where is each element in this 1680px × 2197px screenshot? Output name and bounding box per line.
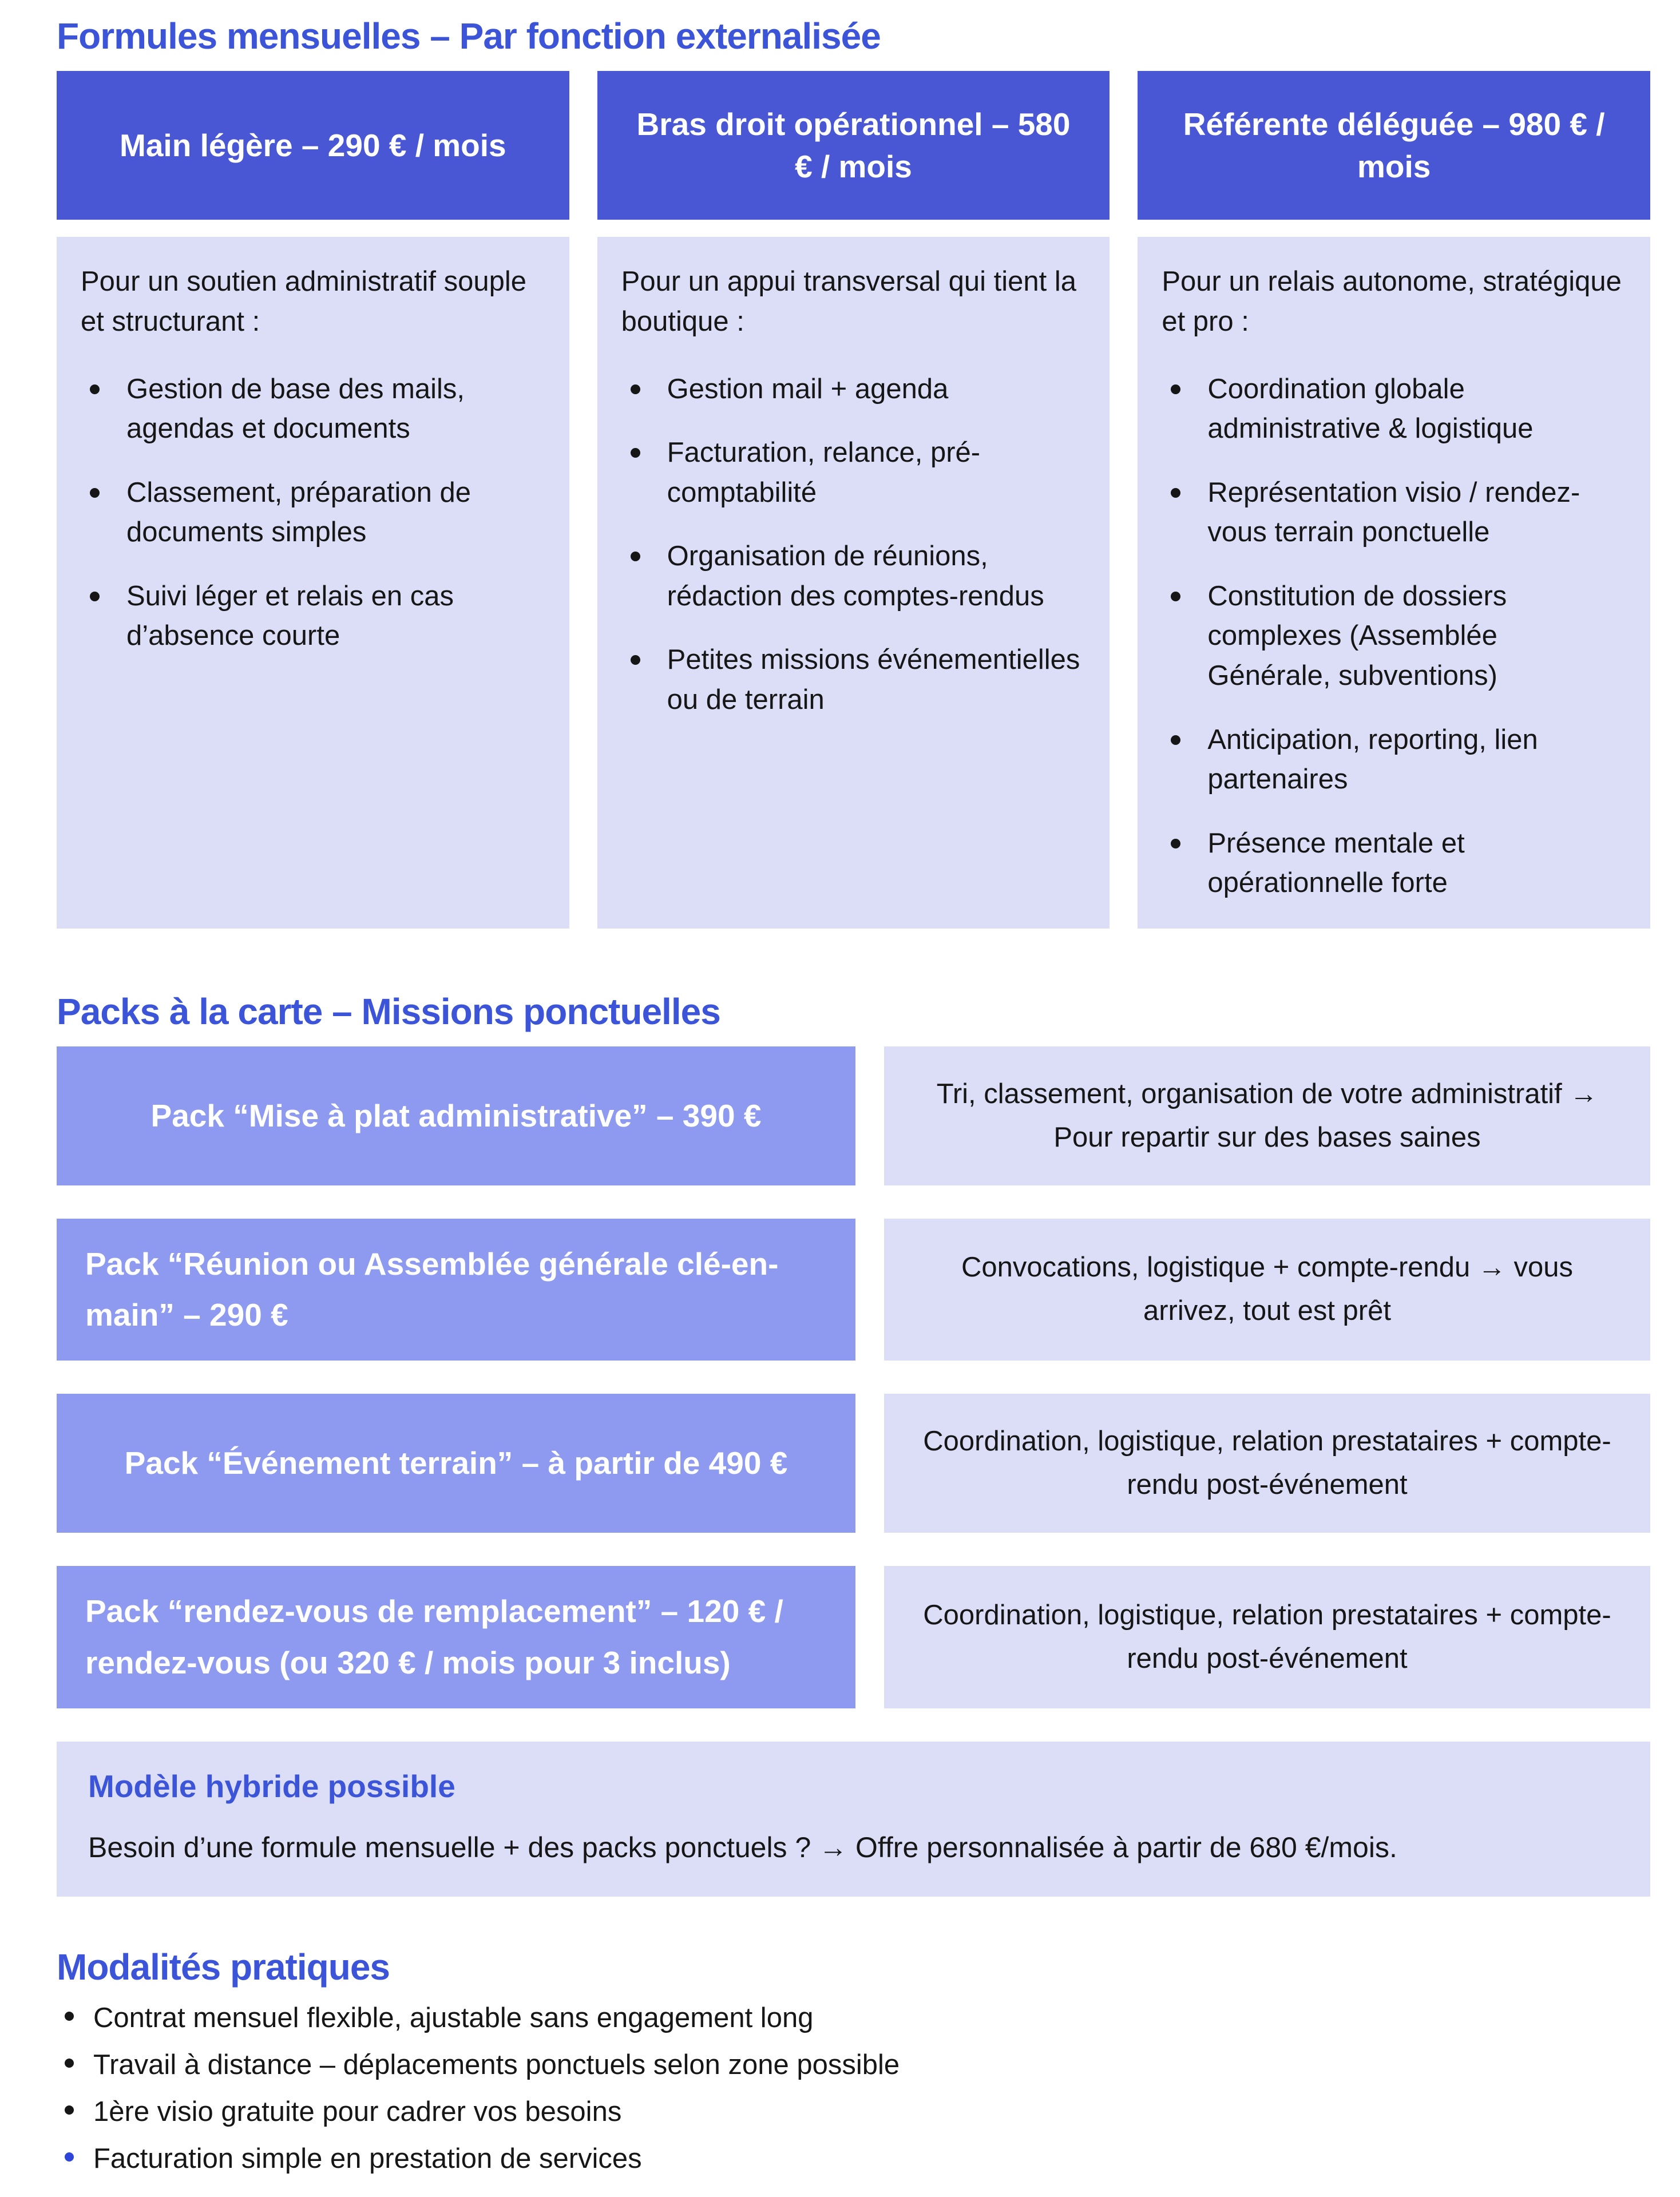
plan-header-referente-deleguee: Référente déléguée – 980 € / mois	[1138, 71, 1650, 220]
hybrid-model-panel	[57, 1742, 1650, 1897]
plan-feature-list	[1162, 370, 1626, 903]
pack-row-reunion-ag	[57, 1219, 1650, 1361]
plan-feature-item: Classement, préparation de documents simples	[81, 473, 545, 553]
pack-label: Pack “Mise à plat administrative” – 390 €	[57, 1046, 855, 1185]
plan-feature-item: Gestion de base des mails, agendas et documents	[81, 370, 545, 449]
plan-feature-item: Représentation visio / rendez-vous terrain ponctuelle	[1162, 473, 1626, 553]
pack-row-evenement-terrain	[57, 1394, 1650, 1533]
packs-section-title: Packs à la carte – Missions ponctuelles	[57, 990, 720, 1032]
plan-body-main-legere	[57, 237, 569, 929]
practical-term-item: Facturation simple en prestation de services	[57, 2140, 1650, 2178]
plan-intro: Pour un soutien administratif souple et structurant :	[81, 266, 526, 337]
plan-feature-item: Facturation, relance, pré-comptabilité	[621, 433, 1086, 513]
plan-body-bras-droit	[597, 237, 1110, 929]
plan-feature-list	[81, 370, 545, 656]
pack-description: Convocations, logistique + compte-rendu → vous arrivez, tout est prêt	[884, 1219, 1650, 1361]
pack-row-mise-a-plat	[57, 1046, 1650, 1185]
pack-label: Pack “Réunion ou Assemblée générale clé-en-main” – 290 €	[57, 1219, 855, 1361]
plan-intro: Pour un appui transversal qui tient la boutique :	[621, 266, 1077, 337]
practical-term-item: 1ère visio gratuite pour cadrer vos besoins	[57, 2093, 1650, 2131]
pack-description: Tri, classement, organisation de votre administratif → Pour repartir sur des bases saines	[884, 1046, 1650, 1185]
pack-label: Pack “Événement terrain” – à partir de 490 €	[57, 1394, 855, 1533]
plan-header-main-legere: Main légère – 290 € / mois	[57, 71, 569, 220]
pack-description: Coordination, logistique, relation prestataires + compte-rendu post-événement	[884, 1566, 1650, 1708]
plan-intro: Pour un relais autonome, stratégique et pro :	[1162, 266, 1622, 337]
practical-terms-list	[57, 1999, 1650, 2178]
pack-row-rdv-remplacement	[57, 1566, 1650, 1708]
practical-term-item: Contrat mensuel flexible, ajustable sans engagement long	[57, 1999, 1650, 2037]
plan-feature-item: Suivi léger et relais en cas d’absence courte	[81, 577, 545, 656]
plan-feature-item: Petites missions événementielles ou de terrain	[621, 640, 1086, 720]
plan-body-referente-deleguee	[1138, 237, 1650, 929]
plan-feature-list	[621, 370, 1086, 720]
plan-feature-item: Coordination globale administrative & logistique	[1162, 370, 1626, 449]
monthly-section-title: Formules mensuelles – Par fonction externalisée	[57, 15, 881, 57]
plan-feature-item: Anticipation, reporting, lien partenaires	[1162, 720, 1626, 800]
pack-description: Coordination, logistique, relation prestataires + compte-rendu post-événement	[884, 1394, 1650, 1533]
practical-section-title: Modalités pratiques	[57, 1946, 390, 1988]
plan-feature-item: Constitution de dossiers complexes (Assemblée Générale, subventions)	[1162, 577, 1626, 696]
plan-feature-item: Gestion mail + agenda	[621, 370, 1086, 410]
packs-table	[57, 1046, 1650, 1708]
monthly-plans-grid	[57, 71, 1650, 929]
plan-header-bras-droit: Bras droit opérationnel – 580 € / mois	[597, 71, 1110, 220]
pack-label: Pack “rendez-vous de remplacement” – 120 € / rendez-vous (ou 320 € / mois pour 3 inclus)	[57, 1566, 855, 1708]
hybrid-model-text: Besoin d’une formule mensuelle + des packs ponctuels ? → Offre personnalisée à partir de 680 €/mois.	[88, 1831, 1397, 1863]
hybrid-model-title: Modèle hybride possible	[88, 1768, 455, 1804]
plan-feature-item: Organisation de réunions, rédaction des comptes-rendus	[621, 537, 1086, 616]
plan-feature-item: Présence mentale et opérationnelle forte	[1162, 824, 1626, 903]
practical-term-item: Travail à distance – déplacements ponctuels selon zone possible	[57, 2046, 1650, 2084]
